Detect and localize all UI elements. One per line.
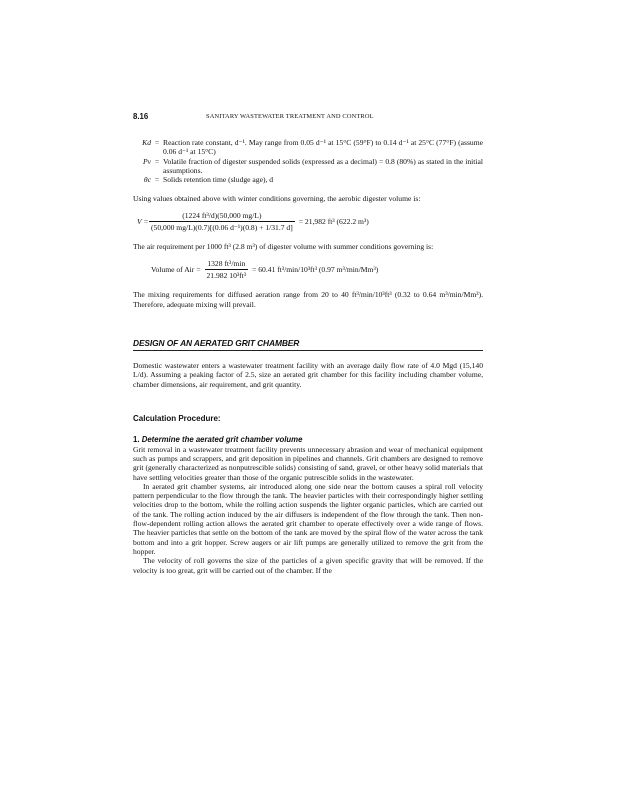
body-paragraph: In aerated grit chamber systems, air introduced along one side near the bottom causes a spiral roll velocity pattern perpendicular to the flow through the tank. The heavier particles with their correspondingly higher settling velocities drop to the bottom, while the rolling action suspends the lighter organic particles, which are carried out of the tank. The rolling action induced by the air diffusers is independent of the flow through the tank. Then non-flow-dependent rolling action allows the aerated grit chamber to operate effectively over a wide range of flows. The heavier particles that settle on the bottom of the tank are moved by the spiral flow of the water across the tank bottom and into a grit hopper. Screw augers or air lift pumps are generally utilized to remove the grit from the hopper. (133, 481, 483, 556)
definition-text: Reaction rate constant, d⁻¹. May range from 0.05 d⁻¹ at 15°C (59°F) to 0.14 d⁻¹ at 25°C (77°F) (assume 0.06 d⁻¹ at 15°C) (163, 138, 483, 157)
equation-denominator: 21.982 10³ft³ (206, 270, 247, 280)
equation-denominator: (50,000 mg/L)(0.7)[(0.06 d⁻¹)(0.8) + 1/31.7 d] (151, 223, 293, 233)
equation-numerator: 1328 ft³/min (207, 258, 246, 268)
equation-fraction (205, 259, 249, 281)
equation-lhs: Volume of Air = (151, 264, 201, 274)
step-heading (133, 435, 483, 444)
equation-numerator: (1224 ft³/d)(50,000 mg/L) (182, 210, 262, 220)
page-header (133, 112, 483, 124)
equation-digester-volume (133, 211, 483, 233)
paragraph-air-requirement: The air requirement per 1000 ft³ (2.8 m³) of digester volume with summer conditions governing is: (133, 242, 434, 252)
symbol-definitions (133, 138, 483, 184)
paragraph-digester-volume: Using values obtained above with winter conditions governing, the aerobic digester volume is: (133, 194, 421, 204)
equation-air-volume (133, 259, 483, 281)
paragraph-problem-statement: Domestic wastewater enters a wastewater treatment facility with an average daily flow rate of 4.0 Mgd (15,140 L/d). Assuming a peaking factor of 2.5, size an aerated grit chamber for this facility including chamber volume, chamber dimensions, air requirement, and grit quantity. (133, 361, 483, 389)
procedure-title: Calculation Procedure: (133, 414, 221, 424)
book-page (133, 112, 483, 575)
equation-fraction (149, 211, 295, 233)
definition-text: Solids retention time (sludge age), d (163, 175, 274, 185)
step-number: 1. (133, 435, 140, 445)
step-title: Determine the aerated grit chamber volume (141, 435, 303, 445)
definition-text: Volatile fraction of digester suspended solids (expressed as a decimal) = 0.8 (80%) as stated in the initial assumptions. (163, 156, 483, 175)
definition-item: Kd = Reaction rate constant, d⁻¹. May range from 0.05 d⁻¹ at 15°C (59°F) to 0.14 d⁻¹ at 25°C (77°F) (assume 0.06 d⁻¹ at 15°C) (133, 138, 483, 157)
equation-lhs: V = (137, 216, 149, 226)
definition-item: Pv = Volatile fraction of digester suspended solids (expressed as a decimal) = 0.8 (80%) as stated in the initial assumptions. (133, 157, 483, 176)
section-title: DESIGN OF AN AERATED GRIT CHAMBER (133, 339, 483, 351)
definition-symbol: Kd (142, 138, 151, 147)
equation-result: = 60.41 ft³/min/10³ft³ (0.97 m³/min/Mm³) (252, 264, 379, 274)
paragraph-mixing: The mixing requirements for diffused aeration range from 20 to 40 ft³/min/10³ft³ (0.32 to 0.64 m³/min/Mm³). Therefore, adequate mixing will prevail. (133, 290, 483, 309)
equation-result: = 21,982 ft³ (622.2 m³) (298, 216, 369, 226)
running-title: SANITARY WASTEWATER TREATMENT AND CONTROL (206, 113, 374, 120)
page-number: 8.16 (133, 112, 149, 121)
body-paragraph: Grit removal in a wastewater treatment facility prevents unnecessary abrasion and wear of mechanical equipment such as pumps and scrappers, and grit deposition in pipelines and channels. Grit chambers are designed to remove grit (generally characterized as nonputrescible solids) consisting of sand, gravel, or other heavy solid materials that have settling velocities greater than those of the organic putrescible solids in the wastewater. (133, 444, 483, 482)
definition-symbol: θc (143, 175, 151, 185)
definition-symbol: Pv (142, 156, 151, 166)
definition-item: θc = Solids retention time (sludge age), d (133, 175, 483, 184)
body-paragraph: The velocity of roll governs the size of the particles of a given specific gravity that will be removed. If the velocity is too great, grit will be carried out of the chamber. If the (133, 556, 483, 575)
